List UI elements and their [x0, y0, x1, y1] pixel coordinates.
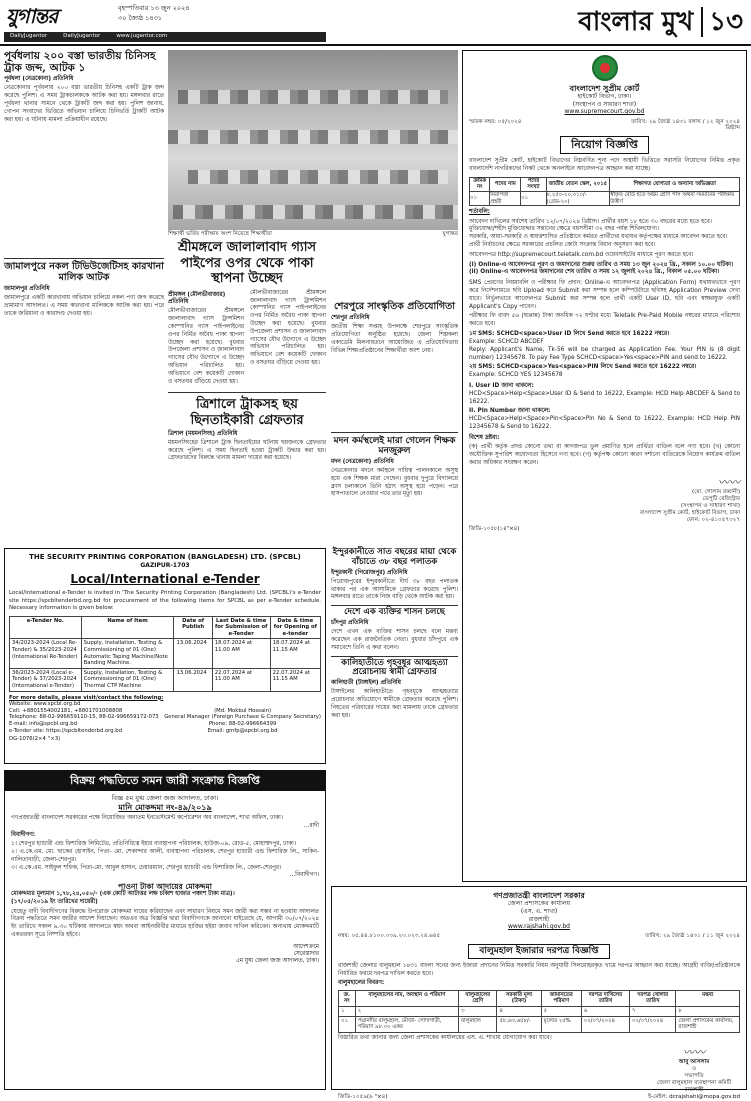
sc-pin-line: HCD<Space>Help<Space>Pin<Space>Pin No & Send to 16222, Example: HCD Help PIN 12345678 & Send to 16222. [469, 416, 740, 431]
rs-city: রাজশাহী [528, 915, 550, 923]
rs-branch: (এস. এ. শাখা) [520, 908, 558, 916]
story-body: টাঙ্গাইলের কালিহাতীতে গৃহবধূকে আত্মহত্যার প্ররোচনার অভিযোগে স্বামীকে গ্রেফতার করেছে পুলিশ। নিহতের পরিবারের দায়ের করা মামলায় তাকে গ্রেফতার করা হয়। [331, 689, 458, 719]
story-headline-trishal: ত্রিশালে ট্রাকসহ ছয় ছিনতাইকারী গ্রেফতার [190, 397, 304, 428]
sc-ref: জিডি-১০৫৮(১৪"×৪) [469, 526, 520, 533]
photo-caption [168, 231, 458, 238]
story-sherpur [331, 302, 458, 430]
th-qualification: শিক্ষাগত যোগ্যতা ও অন্যান্য অভিজ্ঞতা [610, 177, 740, 191]
signer-title: সেরেস্তাদার [293, 951, 319, 958]
story-headline: ইন্দুরকানীতে সাত বছরের মায়া থেকে বাঁচাতে ৩৮ বছর পলাতক [332, 547, 457, 567]
plaintiff-suffix: ...বাদী [303, 822, 319, 829]
cell: ০১ [339, 1016, 356, 1032]
story-byline: ইন্দুরকানী (পিরোজপুর) প্রতিনিধি [331, 569, 408, 576]
supreme-court-notice [462, 50, 747, 882]
sc-date: তারিখ: ২৯ জ্যৈষ্ঠ ১৪৩১ বঙ্গাব্দ / ১২ জুন ২০২৪ খ্রিষ্টাব্দ [630, 118, 740, 132]
sc-step-2: (ii) Online-এ আবেদনপত্র জমাদানের শেষ তারিখ ও সময় ১২ জুলাই ২০২৪ খ্রি., বিকাল ০৫.০০ ঘটিকা। [469, 269, 720, 276]
story-headline: কালিহাতীতে গৃহবধূর আত্মহত্যা প্ররোচনায় স্বামী গ্রেফতার [341, 657, 448, 678]
tender-ref: DG-1076(2×4 ''×3) [9, 736, 61, 743]
contact-key: Website [9, 701, 31, 708]
cell: ০২/০৭/২০২৪ [581, 1016, 629, 1032]
tender-notice [4, 548, 326, 764]
sc-example-2: Example: SCHCD YES 12345678 [469, 372, 563, 379]
cell: ০১ [521, 192, 547, 206]
story-byline: শেরপুর প্রতিনিধি [331, 314, 370, 321]
signer-role: সভাপতি [684, 1073, 704, 1080]
cell: 18.07.2024 at 11.15 AM [270, 639, 320, 668]
page-number: ১৩ [701, 7, 743, 37]
summons-court: বিজ্ঞ ৫ম যুগ্ম জেলা জজ আদালত, ঢাকা। [111, 793, 219, 802]
th: সরকারি মূল্য (টাকা) [497, 990, 541, 1006]
cell: 13.06.2024 [174, 668, 212, 691]
th-serial: ক্রমিক নং [470, 177, 490, 191]
cell: মূল্যের ২৫% [541, 1016, 581, 1032]
story-byline: কালিহাতী (টাঙ্গাইল) প্রতিনিধি [331, 680, 401, 687]
sc-intro: বাংলাদেশ সুপ্রীম কোর্ট, হাইকোর্ট বিভাগের নিম্নবর্ণিত শূন্য পদে অস্থায়ী ভিত্তিতে সরাসরি নিয়োগের নিমিত্ত প্রকৃত বাংলাদেশি নাগরিকদের নিকট থেকে অনলাইনে আবেদনপত্র আহ্বান করা যাচ্ছে। [469, 158, 740, 173]
summons-amount-label: পাওনা টাকা আদায়ের মোকদ্দমা [118, 881, 212, 891]
date-line-1: বৃহস্পতিবার ১৩ জুন ২০২৪ [118, 4, 190, 12]
table-row [339, 1016, 740, 1032]
story-body: জাতীয় শিক্ষা সপ্তাহ উপলক্ষে শেরপুরে সাংস্কৃতিক প্রতিযোগিতা অনুষ্ঠিত হয়েছে। জেলা শিল্পকলা একাডেমি মিলনায়তনে আয়োজিত এ প্রতিযোগিতায় বিভিন্ন শিক্ষাপ্রতিষ্ঠানের শিক্ষার্থীরা অংশ নেয়। [331, 324, 458, 354]
cell: Supply, Installation, Testing & Commissioning of 01 (One) Automatic Taping Machine/Note Banding Machine. [81, 639, 174, 668]
sc-pin-label: II. Pin Number জানা থাকলে: [469, 408, 551, 415]
defendant-suffix: ...বিবাদীগণ। [289, 872, 319, 879]
photo-credit: যুগান্তর [442, 231, 458, 237]
sc-condition: আবেদন দাখিলের সর্বশেষ তারিখ ১২/০৭/২০২৪ খ্রিষ্টাব্দ। প্রার্থীর বয়স ১৮ হতে ৩০ বছরের মধ্যে হতে হবে। [469, 218, 712, 225]
th: ক্র. নং [339, 990, 356, 1006]
story-headline: জামালপুরে নকল টিভিউজেটিসহ কারখানা মালিক আটক [4, 261, 164, 283]
contact-key: E-mail [9, 721, 26, 728]
signature-mark: 〰〰 [718, 475, 740, 489]
sc-reply-1: Reply: Applicant's Name, Tk-56 will be charged as Application Fee. Your PIN is (8 digit number) 12345678. To pay Fee Type SCHCD<space>Yes<space>PIN and send to 16222. [469, 346, 740, 361]
th: দরপত্র দাখিলের তারিখ [581, 990, 629, 1006]
signer-name: আবু আসলাম [678, 1059, 710, 1066]
tender-title: Local/International e-Tender [70, 572, 260, 587]
tender-site-link[interactable]: https://spcbltenderbd.org.bd [46, 727, 123, 734]
rs-gov: গণপ্রজাতন্ত্রী বাংলাদেশ সরকার [493, 891, 585, 900]
email-link[interactable]: info@spcbl.org.bd [29, 721, 77, 728]
story-byline: মদন (নেত্রকোনা) প্রতিনিধি [331, 458, 394, 465]
cell: ১ [339, 1006, 356, 1016]
table-row [10, 639, 321, 668]
signer: আদেশক্রমে [293, 943, 319, 950]
news-photo [168, 50, 458, 230]
website-link[interactable]: www.spcbl.org.bd [33, 701, 81, 708]
contacts-label: For more details, please visit/contact the following: [9, 694, 164, 701]
signer-email: Email: gmfp@spcbl.org.bd [207, 727, 278, 734]
sc-condition: সরকারি, আধা-সরকারি ও স্বায়ত্তশাসিত প্রতিষ্ঠানে কর্মরত প্রার্থীদের যথাযথ কর্তৃপক্ষের মাধ্যমে আবেদন করতে হবে। [469, 234, 728, 241]
sc-country: বাংলাদেশ সুপ্রীম কোর্ট [569, 83, 640, 93]
cell: ৬ [581, 1006, 629, 1016]
th-tender-no: e-Tender No. [10, 616, 82, 639]
signer-city: রাজশাহী [684, 1087, 704, 1094]
sc-sms-1: ১ম SMS: SCHCD<space>User ID লিখে Send করতে হবে 16222 নম্বরে। [469, 331, 670, 338]
government-emblem-icon [592, 55, 618, 81]
th: দরপত্র খোলার তারিখ [630, 990, 676, 1006]
section-name: বাংলার মুখ [578, 7, 694, 37]
signer-name: (মো. গোলাম রব্বানী) [692, 489, 740, 496]
facebook-link[interactable]: DailyJugantor [10, 33, 48, 39]
cell: ৫৮,৬৩,৬৫৮/- [497, 1016, 541, 1032]
summons-plaintiff: গণপ্রজাতন্ত্রী বাংলাদেশ সরকারের পক্ষে নিয়োজিত অন্যতম ইনভেস্টমেন্ট কর্পোরেশন অব বাংলাদেশ, শাখা অফিস, ঢাকা। [11, 814, 283, 821]
rs-table [338, 990, 740, 1033]
cell: 22.07.2024 at 11.00 AM [212, 668, 270, 691]
rs-office: জেলা প্রশাসকের কার্যালয় [507, 900, 571, 908]
defendants-label: বিবাদীগণ: [11, 831, 36, 838]
twitter-link[interactable]: DailyJugantor [63, 33, 101, 39]
story-headline: দেশে এক ব্যক্তির শাসন চলছে [344, 607, 445, 618]
sc-user-id-line: HCD<Space>Help<Space>User ID & Send to 16222, Example: HCD Help ABCDEF & Send to 16222. [469, 390, 740, 405]
rs-footer: বিস্তারিত তথ্য জানার জন্য জেলা প্রশাসকের কার্যালয়ের এস. এ. শাখায় যোগাযোগ করা যাবে। [338, 1034, 552, 1041]
rs-memo: নম্বর: ০৫.৪৪.৮১০০.০৩৯.২৩.০২৩.২৪.৬৪৫ [338, 932, 441, 939]
cell: 36/2023-2024 (Local e-Tender) & 37/2023-2024 (International e-Tender) [10, 668, 82, 691]
contact-key: Cell [9, 707, 19, 714]
rs-intro: রাজশাহী জেলার বালুমহাল ১৪৩১ বাংলা সনের জন্য ইজারা প্রদানের নিমিত্ত সরকারি নিয়ম অনুযায়ী সিলমোহরকৃত খামে দরপত্র আহ্বান করা যাচ্ছে। আগ্রহী ব্যক্তি/প্রতিষ্ঠানকে নির্ধারিত ফরমে দরপত্র দাখিল করতে হবে। [338, 962, 740, 977]
sc-condition: মুক্তিযোদ্ধা/শহীদ মুক্তিযোদ্ধার সন্তানের ক্ষেত্রে বয়সসীমা ৩২ বছর পর্যন্ত শিথিলযোগ্য। [469, 226, 660, 233]
story-byline-trishal: ত্রিশাল (ময়মনসিংহ) প্রতিনিধি [168, 430, 238, 437]
cell: ৩ [459, 1006, 497, 1016]
sc-notes-label: বিশেষ দ্রষ্টব্য: [469, 434, 500, 441]
th-item: Name of Item [81, 616, 174, 639]
th-count: পদের সংখ্যা [521, 177, 547, 191]
summons-date: (১৭/০৫/২০১৯ ইং তারিখের দায়েরী) [11, 898, 98, 905]
newspaper-logo: যুগান্তর [6, 4, 58, 28]
sc-post-table [469, 177, 740, 206]
sc-fee: পরীক্ষার ফি বাবদ ৫৬ (ছাপ্পান্ন) টাকা অনধিক ৭২ ঘণ্টার মধ্যে Teletalk Pre-Paid Mobile নম্বরের মাধ্যমে পরিশোধ করতে হবে। [469, 313, 740, 328]
sc-user-id-label: I. User ID জানা থাকলে: [469, 382, 534, 389]
defendant: ১। শেরপুর হ্যাচারী এন্ড ফিশারিজ লিমিটেড, প্রতিনিধিত্বে ইহার ব্যবস্থাপনা পরিচালক, হাউজ-০৯, রোড-৫, মোহাম্মদপুর, ঢাকা। [11, 841, 296, 848]
defendant: ২। এ.কে.এম. মো. ছাকের হোসাইন, পিতা- মো. শেকান্দার আলী, ব্যবস্থাপনা পরিচালক, শেরপুর হ্যাচারী এন্ড ফিশারিজ লি., সাকিন- নালিতাবাড়ী, জেলা-শেরপুর। [11, 848, 319, 863]
signer-role: ও [691, 1066, 697, 1073]
story-body: নেত্রকোনার পূর্বধলায় ২০০ বস্তা ভারতীয় চিনিসহ একটি ট্রাক জব্দ করেছে পুলিশ। এ সময় ট্রাকচালককে আটক করা হয়। মঙ্গলবার রাতে পূর্বধলা থানার সামনে থেকে ট্রাকটি জব্দ করা হয়। পুলিশ জানায়, গোপন সংবাদের ভিত্তিতে অভিযান চালিয়ে চিনিভর্তি ট্রাকটি আটক করা হয়। এ ঘটনায় মামলা প্রক্রিয়াধীন রয়েছে। [4, 85, 164, 123]
story-kalihati [331, 656, 458, 721]
th: বালুমহালের নাম, অবস্থান ও পরিমাণ [355, 990, 458, 1006]
sc-online-label: আবেদনপত্র http://supremecourt.teletalk.com.bd ওয়েবসাইটের মাধ্যমে পূরণ করতে হবে। [469, 251, 694, 258]
contact-key: e-Tender site [9, 727, 43, 734]
summons-notice [4, 770, 326, 1090]
story-byline: জামালপুর প্রতিনিধি [4, 285, 50, 292]
cell: ৪ [497, 1006, 541, 1016]
summons-body: যেহেতু বাদী বিবাদীগণের বিরুদ্ধে উপরোক্ত মোকদ্দমা দায়ের করিয়াছেন এবং সাধারণ নিয়মে সমন জারী করা সম্ভব না হওয়ায় আদালত বিক্রয় পদ্ধতিতে সমন জারীর আদেশ দিয়াছেন। অতএব অত্র বিজ্ঞপ্তি দ্বারা বিবাদীগণকে জানানো যাইতেছে যে, আগামী ৩০/০৭/২০২৪ ইং তারিখে সকাল ৯.৩০ ঘটিকায় আদালতে স্বয়ং অথবা আইনজীবীর মাধ্যমে হাজির হইয়া জবাব দাখিল করিবেন। অন্যথায় মোকদ্দমাটি একতরফা সূত্রে নিষ্পত্তি হইবে। [11, 908, 319, 939]
signer-title: বাংলাদেশ সুপ্রীম কোর্ট, হাইকোর্ট বিভাগ, ঢাকা [639, 510, 740, 517]
rs-email[interactable]: ই-মেইল: dcrajshahi@mopa.gov.bd [648, 1094, 740, 1101]
cell: স্বীকৃত বোর্ড হতে অষ্টম শ্রেণি পাস অথবা সমমানের পরীক্ষায় উত্তীর্ণ [610, 192, 740, 206]
cell: 18.07.2024 at 11.00 AM [212, 639, 270, 668]
summons-amount: মোকদ্দমার মূল্যমান ১,৭৮,২৪,০৫০/- (এক কোটি আটাত্তর লক্ষ চব্বিশ হাজার পঞ্চাশ টাকা মাত্র)। [11, 891, 235, 898]
rs-title: বালুমহাল ইজারার দরপত্র বিজ্ঞপ্তি [468, 944, 609, 959]
signer-title: General Manager (Foreign Purchase & Company Secretary) [164, 714, 321, 721]
story-body: নেত্রকোনার মদনে কর্মস্থলে দায়িত্ব পালনকালে অসুস্থ হয়ে এক শিক্ষক মারা গেছেন। বুধবার দুপুরে বিদ্যালয়ে ক্লাস চলাকালে তিনি হঠাৎ অসুস্থ হয়ে পড়েন। পরে হাসপাতালে নেওয়ার পথে তার মৃত্যু হয়। [331, 467, 458, 498]
th: মন্তব্য [676, 990, 740, 1006]
cell: জেলা প্রশাসকের কার্যালয়, রাজশাহী [676, 1016, 740, 1032]
date-box [118, 4, 190, 24]
story-headline: শ্রীমঙ্গলে জালালাবাদ গ্যাস পাইপের ওপর থেকে পাকা স্থাপনা উচ্ছেদ [177, 240, 317, 287]
tender-signature [164, 708, 321, 734]
sc-signature [469, 476, 740, 525]
cell: ০২/০৭/২০২৪ [630, 1016, 676, 1032]
sc-condition: প্রার্থী নির্বাচনের ক্ষেত্রে সরকারের প্রচলিত কোটা সংক্রান্ত বিধান অনুসরণ করা হবে। [469, 241, 656, 248]
cell: ৭ [630, 1006, 676, 1016]
rs-ref: জিডি-১০৫৯(৬ "×৪) [338, 1094, 388, 1101]
story-headline: পূর্বধলায় ২০০ বস্তা ভারতীয় চিনিসহ ট্রাক জব্দ, আটক ১ [4, 50, 156, 75]
summons-signature [11, 944, 319, 966]
cell: ৫ [541, 1006, 581, 1016]
social-strip [4, 32, 326, 42]
cell: ২ [355, 1006, 458, 1016]
sc-step-1: (i) Online-এ আবেদনপত্র পূরণ ও জমাদানের শুরুর তারিখ ও সময় ১৩ জুন ২০২৪ খ্রি., সকাল ১০.০০ ঘটিকা। [469, 261, 734, 268]
sc-example-1: Example: SCHCD ABCDEF [469, 338, 544, 345]
table-row [470, 192, 740, 206]
defendant: ৩। এ.কে.এম. সাইফুল শফিক, পিতা-মো. আবুল হাসান, চেয়ারম্যান, শেরপুর হ্যাচারী এন্ড ফিশারিজ লি., জেলা-শেরপুর। [11, 864, 282, 871]
tender-org: THE SECURITY PRINTING CORPORATION (BANGLADESH) LTD. (SPCBL) [29, 553, 301, 561]
story-sreemangal [168, 240, 326, 540]
cell: 34/2023-2024 (Local Re-Tender) & 35/2023-2024 (International Re-Tender) [10, 639, 82, 668]
date-line-2: ৩০ জ্যৈষ্ঠ ১৪৩১ [118, 13, 163, 22]
th: বালুমহালের শ্রেণি [459, 990, 497, 1006]
cell: ০১ [470, 192, 490, 206]
contact-value: 88-02-996659110-15, 88-02-996659172-073 [39, 714, 159, 721]
sc-division: হাইকোর্ট বিভাগ, ঢাকা। [577, 93, 632, 100]
sc-office: (সংস্থাপন ও সাধারণ শাখা) [572, 100, 637, 108]
th-post: পদের নাম [490, 177, 521, 191]
story-headline: শেরপুরে সাংস্কৃতিক প্রতিযোগিতা [333, 301, 456, 312]
th-scale: জাতীয় বেতন স্কেল, ২০১৫ [546, 177, 610, 191]
signer-court: ৫ম যুগ্ম জেলা জজ আদালত, ঢাকা। [235, 958, 319, 965]
tender-contacts: For more details, please visit/contact the following: Website: www.spcbl.org.bd Cell: +8801554002181, +8801701008808 Telephone: 88-02-996659110-15, 88-02-996659172-073 E-mail: info@spcbl.org.bd e-Tender site: https://spcbltenderbd.org.bd [9, 694, 164, 734]
table-row [10, 668, 321, 691]
signer-title: ডেপুটি রেজিস্ট্রার [702, 496, 740, 503]
sc-notes: (ক) প্রার্থী কর্তৃক প্রদত্ত কোনো তথ্য বা কাগজপত্র ভুল প্রমাণিত হলে প্রার্থিতা বাতিল বলে গণ্য হবে। (খ) কোনো অযৌক্তিক সুপারিশ অযোগ্যতা হিসেবে গণ্য হবে। (গ) কর্তৃপক্ষ কোনো কারণ দর্শানো ব্যতিরেকে নিয়োগ কার্যক্রম বাতিল করার অধিকার সংরক্ষণ করেন। [469, 444, 740, 466]
signer-phone: Phone: 88-02-996664399 [208, 721, 277, 728]
cell: পদ্মানদীর বালুমহাল, মৌজা- গোদাগাড়ী, পরিমাণ ৯৮.০০ একর [355, 1016, 458, 1032]
story-body: মৌলভীবাজারের শ্রীমঙ্গলে জালালাবাদ গ্যাস ট্রান্সমিশন কোম্পানির গ্যাস পাইপলাইনের ওপর নির্মিত অবৈধ পাকা স্থাপনা উচ্ছেদ করা হয়েছে। বুধবার উপজেলা প্রশাসন ও জালালাবাদ গ্যাসের যৌথ উদ্যোগে এ উচ্ছেদ অভিযান পরিচালিত হয়। অভিযানে বেশ কয়েকটি দোকান ও বসতঘর গুঁড়িয়ে দেওয়া হয়। [168, 308, 244, 385]
signer-title: (সংস্থাপন ও সাধারণ শাখা) [680, 503, 740, 510]
th-publish: Date of Publish [174, 616, 212, 639]
signer-role: জেলা বালুমহাল ব্যবস্থাপনা কমিটি [656, 1080, 732, 1087]
summons-banner: বিক্রয় পদ্ধতিতে সমন জারী সংক্রান্ত বিজ্ঞপ্তি [5, 771, 325, 791]
summons-case-no: মানি মোকদ্দমা নং-৪৯/২০১৯ [118, 801, 212, 812]
caption-text: শিক্ষার্থী ভর্তির পরীক্ষায় অংশ নিয়েছে শিক্ষার্থীরা [168, 231, 272, 237]
story-body: জামালপুরে একটি কারখানায় অভিযান চালিয়ে নকল পণ্য জব্দ করেছে ভ্রাম্যমাণ আদালত। এ সময় কারখানা মালিককে আটক করা হয়। পরে তাকে জরিমানা ও কারাদণ্ড দেওয়া হয়। [4, 295, 164, 317]
contact-value: +8801554002181, +8801701008808 [22, 707, 123, 714]
signature-mark: 〰〰 [683, 1045, 706, 1059]
cell: নিরাপত্তা প্রহরী [490, 192, 521, 206]
cell: Supply, Installation, Testing & Commissioning of 01 (One) Thermal CTP Machine [81, 668, 174, 691]
tender-table [9, 616, 321, 692]
sc-title: নিয়োগ বিজ্ঞপ্তি [560, 136, 649, 154]
story-byline: চাঁদপুর প্রতিনিধি [331, 619, 369, 626]
cell: ৮ [676, 1006, 740, 1016]
story-byline: শ্রীমঙ্গল (মৌলভীবাজার) প্রতিনিধি [168, 291, 226, 306]
sc-conditions-label: শর্তাবলি: [469, 209, 490, 216]
rs-date: তারিখ: ২৯ জ্যৈষ্ঠ ১৪৩১ / ১১ জুন ২০২৪ [645, 932, 740, 939]
tender-location: GAZIPUR-1703 [140, 561, 190, 569]
story-madan [331, 432, 458, 544]
sc-sms-intro: SMS প্রেরণের নিয়মাবলি ও পরীক্ষার ফি প্রদান: Online-এ আবেদনপত্র (Application Form) যথাযথভাবে পূরণ করে নির্দেশনামতে ছবি Upload করে Submit করা সম্পন্ন হলে কম্পিউটারে ছবিসহ Application Preview দেখা যাবে। নির্ভুলভাবে আবেদনপত্র Submit করা সম্পন্ন হলে প্রার্থী একটি User ID, ছবি এবং স্বাক্ষরযুক্ত একটি Applicant's Copy পাবেন। [469, 280, 740, 310]
table-row [339, 1006, 740, 1016]
th-submission: Last Date & time for Submission of e-Tender [212, 616, 270, 639]
story-body: দেশে এখন এক ব্যক্তির শাসন চলছে বলে মন্তব্য করেছেন এক রাজনৈতিক নেতা। বুধবার চাঁদপুরে এক সমাবেশে তিনি এ কথা বলেন। [331, 629, 458, 651]
rs-table-label: বালুমহালের বিবরণ: [338, 980, 385, 987]
rs-website[interactable]: www.rajshahi.gov.bd [508, 923, 570, 931]
story-purbadhala [4, 50, 164, 255]
story-body: পিরোজপুরের ইন্দুরকানীতে দীর্ঘ ৩৮ বছর পলাতক থাকার পর এক আসামিকে গ্রেফতার করেছে পুলিশ। মঙ্গলবার রাতে তাকে নিজ বাড়ি থেকে আটক করা হয়। [331, 578, 458, 601]
cell: 13.06.2024 [174, 639, 212, 668]
story-indurkani [331, 548, 458, 602]
contact-key: Telephone [9, 714, 36, 721]
th-opening: Date & time for Opening of e-tender [270, 616, 320, 639]
sc-website[interactable]: www.supremecourt.gov.bd [564, 108, 645, 115]
rs-signature [648, 1046, 740, 1101]
section-title [578, 6, 743, 39]
rajshahi-notice [331, 886, 747, 1101]
website-link[interactable]: www.jugantor.com [116, 33, 168, 39]
story-jamalpur [4, 258, 164, 546]
masthead [0, 0, 751, 46]
sc-sms-2: ২য় SMS: SCHCD<space>Yes<space>PIN লিখে Send করতে হবে 16222 নম্বরে। [469, 364, 697, 371]
story-body-trishal: ময়মনসিংহের ত্রিশালে ট্রাক ছিনতাইয়ের ঘটনায় ছয়জনকে গ্রেফতার করেছে পুলিশ। এ সময় ছিনতাই হওয়া ট্রাকটি উদ্ধার করা হয়। গ্রেফতারদের বিরুদ্ধে থানায় মামলা দায়ের করা হয়েছে। [168, 439, 326, 462]
story-headline: মদন কর্মস্থলেই মারা গেলেন শিক্ষক মনজুরুল [333, 436, 456, 457]
story-body-continued: মৌলভীবাজারের শ্রীমঙ্গলে জালালাবাদ গ্যাস ট্রান্সমিশন কোম্পানির গ্যাস পাইপলাইনের ওপর নির্মিত অবৈধ পাকা স্থাপনা উচ্ছেদ করা হয়েছে। বুধবার উপজেলা প্রশাসন ও জালালাবাদ গ্যাসের যৌথ উদ্যোগে এ উচ্ছেদ অভিযান পরিচালিত হয়। অভিযানে বেশ কয়েকটি দোকান ও বসতঘর গুঁড়িয়ে দেওয়া হয়। [250, 289, 326, 367]
tender-intro: Local/International e-Tender is invited in 'The Security Printing Corporation (Bangladesh) Ltd. (SPCBL)'s e-Tender site https://spcbltenderbd.org.bd for procurement of the following items for SPCBL as per e-Tender schedule. Necessary information is given below: [9, 590, 321, 612]
sc-memo: স্মারক নম্বর: ০৫/২০২৪ [469, 118, 522, 125]
story-deshe [331, 605, 458, 652]
cell: বালুমহাল [459, 1016, 497, 1032]
th: জামানতের পরিমাণ [541, 990, 581, 1006]
story-column-indurkani [331, 548, 458, 882]
signer-name: (Md. Mokbul Hossain) [214, 707, 272, 714]
cell: ৮,২৫০-২০,০১০/- (গ্রেড-২০) [546, 192, 610, 206]
signer-phone: ফোন: ০২-৪১০৫৭৩২৭ [686, 517, 740, 524]
cell: 22.07.2024 at 11.15 AM [270, 668, 320, 691]
story-byline: পূর্বধলা (নেত্রকোনা) প্রতিনিধি [4, 76, 74, 83]
